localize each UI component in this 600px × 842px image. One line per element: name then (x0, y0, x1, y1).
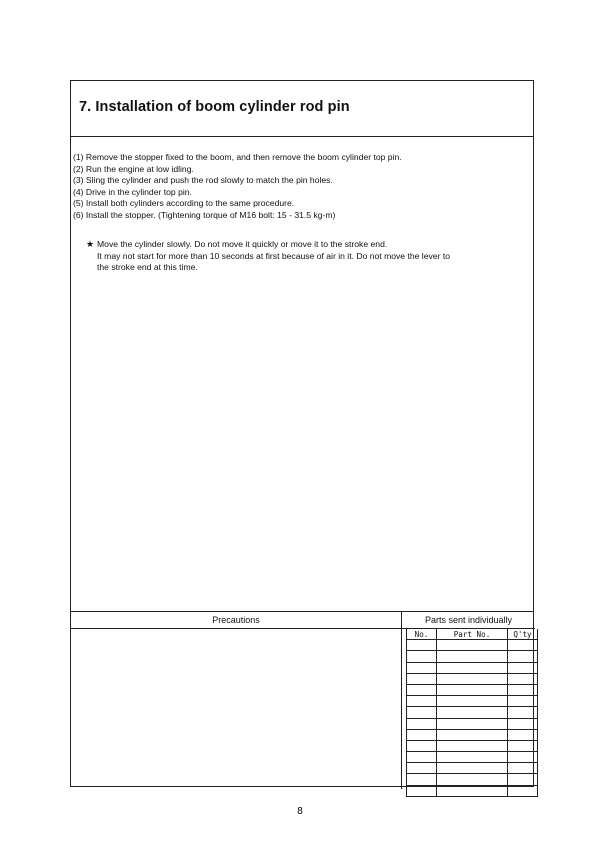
parts-cell-no (407, 640, 437, 651)
document-frame (70, 80, 534, 787)
section-title: 7. Installation of boom cylinder rod pin (79, 99, 350, 115)
step-item: (3) Sling the cylinder and push the rod slowly to match the pin holes. (73, 175, 333, 185)
parts-cell-no (407, 696, 437, 707)
procedure-steps (73, 152, 402, 221)
step-item: (2) Run the engine at low idling. (73, 163, 194, 174)
parts-cell-qty (508, 640, 538, 651)
caution-note (86, 239, 526, 274)
parts-cell-no (407, 774, 437, 785)
parts-cell-part-no (437, 740, 508, 751)
step-item: (4) Drive in the cylinder top pin. (73, 186, 192, 197)
parts-cell-qty (508, 673, 538, 684)
parts-cell-part-no (437, 651, 508, 662)
parts-cell-no (407, 707, 437, 718)
bottom-table-section (71, 611, 533, 788)
parts-cell-qty (508, 774, 538, 785)
table-row (407, 785, 538, 796)
table-row (407, 718, 538, 729)
parts-cell-part-no (437, 785, 508, 796)
parts-cell-qty (508, 662, 538, 673)
parts-cell-part-no (437, 763, 508, 774)
table-row (407, 696, 538, 707)
parts-cell-qty (508, 763, 538, 774)
table-row (407, 662, 538, 673)
parts-cell-part-no (437, 640, 508, 651)
parts-table (406, 629, 538, 797)
note-line: the stroke end at this time. (97, 262, 198, 272)
parts-cell-part-no (437, 673, 508, 684)
parts-cell-no (407, 729, 437, 740)
parts-cell-qty (508, 729, 538, 740)
column-header-part-no: Part No. (437, 629, 508, 640)
star-icon: ★ (86, 239, 95, 249)
parts-cell-part-no (437, 696, 508, 707)
step-item: (6) Install the stopper. (Tightening torque of M16 bolt: 15 - 31.5 kg-m) (73, 209, 336, 220)
column-header-qty: Q'ty (508, 629, 538, 640)
table-row (407, 673, 538, 684)
parts-cell-no (407, 662, 437, 673)
table-row (407, 774, 538, 785)
table-row (407, 763, 538, 774)
table-row (407, 640, 538, 651)
table-row (407, 752, 538, 763)
parts-header: Parts sent individually (402, 612, 535, 629)
parts-cell-part-no (437, 718, 508, 729)
parts-cell-part-no (437, 684, 508, 695)
parts-cell-qty (508, 696, 538, 707)
parts-cell-part-no (437, 752, 508, 763)
table-row (407, 729, 538, 740)
precautions-area (71, 629, 402, 789)
parts-cell-no (407, 718, 437, 729)
page-number: 8 (296, 806, 304, 817)
step-item: (5) Install both cylinders according to the same procedure. (73, 198, 295, 208)
note-line: Move the cylinder slowly. Do not move it quickly or move it to the stroke end. (97, 239, 388, 249)
parts-cell-qty (508, 740, 538, 751)
table-row (407, 684, 538, 695)
step-item: (1) Remove the stopper fixed to the boom, and then remove the boom cylinder top pin. (73, 152, 402, 162)
parts-cell-qty (508, 785, 538, 796)
parts-table-body (407, 640, 538, 797)
parts-cell-no (407, 740, 437, 751)
parts-cell-part-no (437, 662, 508, 673)
title-box (71, 81, 533, 137)
column-header-no: No. (407, 629, 437, 640)
table-row (407, 707, 538, 718)
parts-cell-qty (508, 752, 538, 763)
parts-cell-no (407, 684, 437, 695)
parts-cell-qty (508, 718, 538, 729)
parts-cell-no (407, 763, 437, 774)
parts-cell-no (407, 673, 437, 684)
parts-cell-no (407, 651, 437, 662)
table-row (407, 651, 538, 662)
precautions-header: Precautions (71, 612, 402, 629)
parts-cell-part-no (437, 729, 508, 740)
parts-cell-part-no (437, 707, 508, 718)
note-line: It may not start for more than 10 seconds at first because of air in it. Do not move the lever to (97, 250, 450, 261)
parts-cell-qty (508, 651, 538, 662)
parts-cell-no (407, 752, 437, 763)
parts-cell-qty (508, 684, 538, 695)
parts-cell-no (407, 785, 437, 796)
parts-cell-qty (508, 707, 538, 718)
table-row (407, 740, 538, 751)
parts-cell-part-no (437, 774, 508, 785)
